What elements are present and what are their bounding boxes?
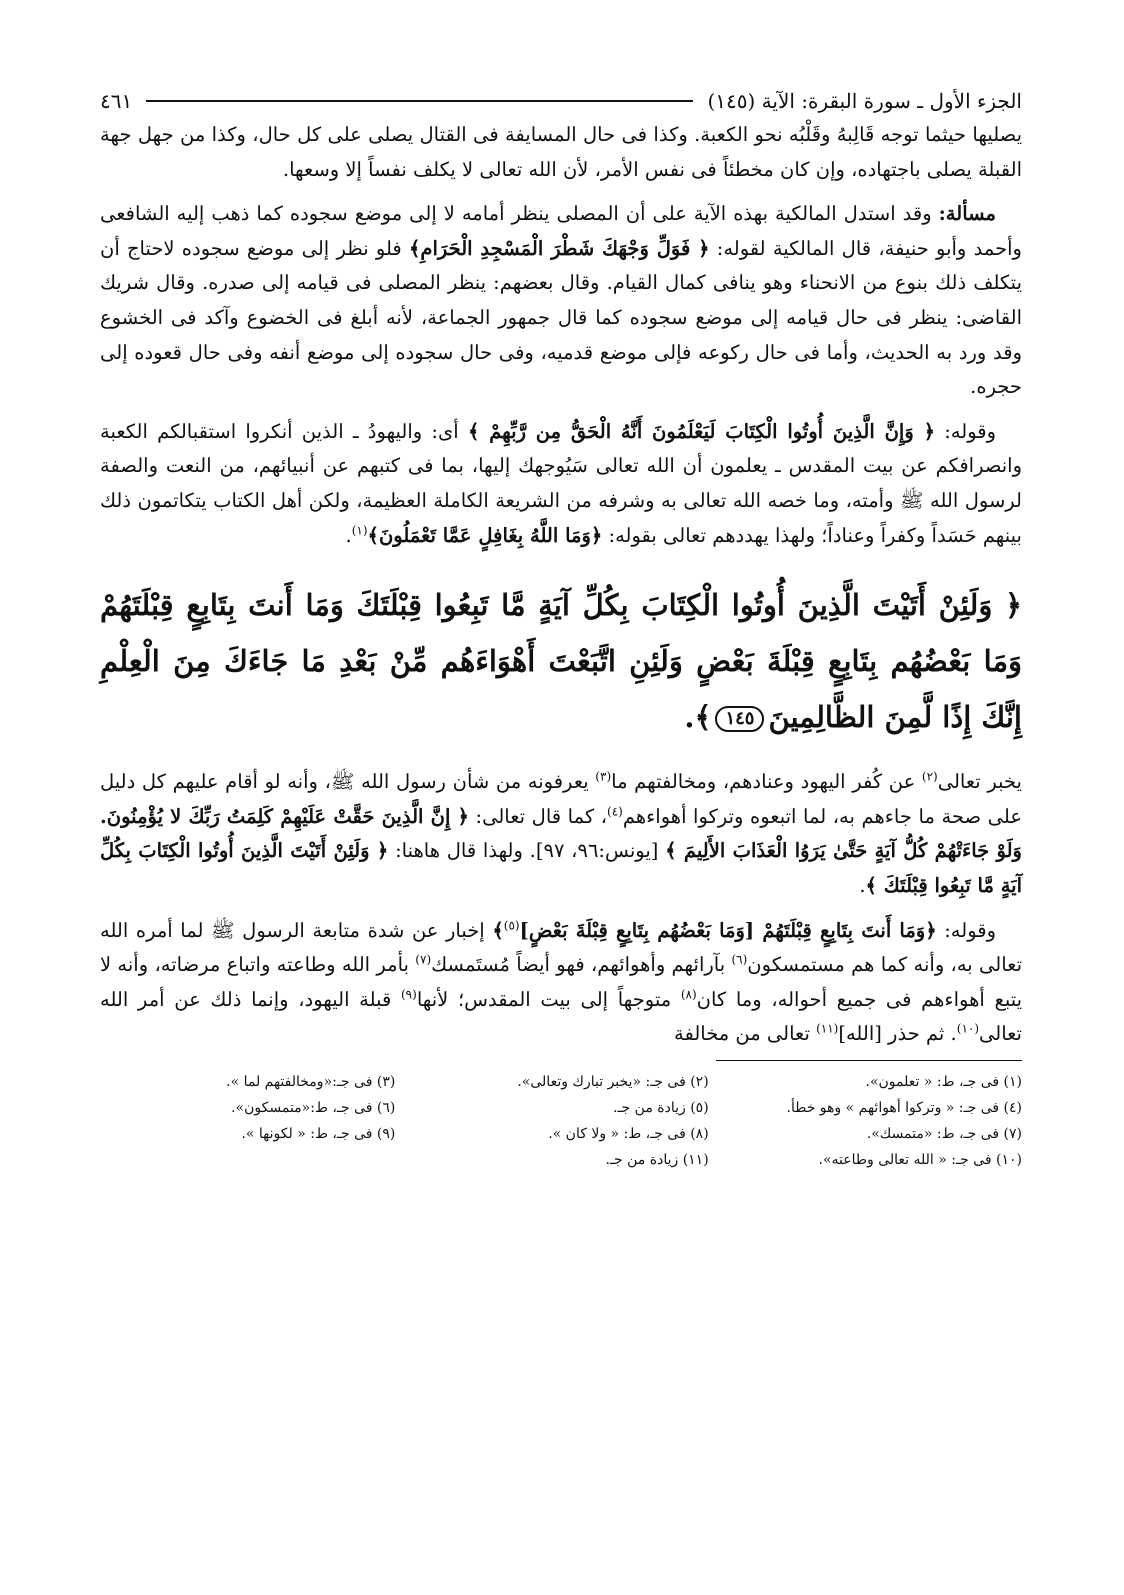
text: متوجهاً إلى بيت المقدس؛ لأنها	[416, 987, 672, 1011]
footnote-ref: (٥)	[503, 918, 520, 932]
text: إخبار عن شدة متابعة الرسول ﷺ لما أمره الله تعالى به، وأنه كما هم مستمسكون	[100, 918, 1023, 977]
text: يخبر تعالى	[937, 770, 1022, 794]
footnote-3: (٣) فى جـ:«ومخالفتهم لما ».	[226, 1073, 396, 1090]
text: بآرائهم وأهوائهم، فهو أيضاً مُستَمسك	[431, 953, 726, 977]
footnote-ref: (١)	[351, 523, 368, 538]
text: [يونس:٩٦، ٩٧]. ولهذا قال هاهنا:	[395, 839, 659, 863]
footnote-1: (١) فى جـ، ط: « تعلمون».	[865, 1073, 1022, 1090]
footnote-7: (٧) فى جـ، ط: «متمسك».	[866, 1125, 1022, 1142]
footnote-4: (٤) فى جـ: « وتركوا أهوائهم » وهو خطأ.	[786, 1099, 1022, 1116]
verse-number-badge: ١٤٥	[715, 706, 764, 732]
footnote-ref: (٨)	[680, 987, 697, 1002]
text: عن كُفر اليهود وعنادهم، ومخالفتهم ما	[611, 770, 916, 794]
footnote-ref: (١٠)	[956, 1021, 980, 1036]
verse-end: ﴾.	[684, 700, 712, 735]
quran-quote: ﴿ فَوَلِّ وَجْهَكَ شَطْرَ الْمَسْجِدِ الْحَرَامِ﴾	[408, 236, 710, 260]
footnote-6: (٦) فى جـ، ط:«متمسكون».	[231, 1099, 396, 1116]
quran-quote: ﴿وَمَا أَنتَ بِتَابِعٍ قِبْلَتَهُمْ [وَمَا بَعْضُهُم بِتَابِعٍ قِبْلَةَ بَعْضٍ]	[519, 918, 937, 942]
footnote-ref: (٣)	[595, 769, 612, 784]
footnote-separator	[716, 1060, 1022, 1061]
quran-quote: ﴾	[492, 918, 504, 942]
header-rule	[146, 100, 693, 102]
page	[100, 84, 1022, 1173]
verse-block	[100, 577, 1022, 745]
quran-quote: ﴿وَمَا اللَّهُ بِغَافِلٍ عَمَّا تَعْمَلُونَ﴾	[367, 523, 603, 547]
text: وقوله:	[944, 918, 997, 942]
text: قبلة اليهود، وإنما ذلك عن أمر الله تعالى	[100, 987, 1022, 1046]
text: بأمر الله وطاعته واتباع مرضاته، وأنه لا يتبع أهواءهم فى جميع أحواله، وما كان	[100, 953, 1023, 1011]
footnote-ref: (٩)	[400, 987, 417, 1002]
paragraph-2-text-b: فلو نظر إلى موضع سجوده لاحتاج أن يتكلف ذلك بنوع من الانحناء وهو ينافى كمال القيام. وقال بعضهم: ينظر المصلى فى قيامه إلى صدره. وقال شريك القاضى: ينظر فى حال قيامه إلى موضع سجوده كما قال جمهور الجماعة، لأنه أبلغ فى الخضوع وآكد فى الخشوع وقد ورد به الحديث، وأما فى حال ركوعه فإلى موضع قدميه، وفى حال سجوده إلى موضع أنفه وفى حال قعوده إلى حجره.	[100, 236, 1022, 399]
paragraph-3: وقوله: ﴿ وَإِنَّ الَّذِينَ أُوتُوا الْكِتَابَ لَيَعْلَمُونَ أَنَّهُ الْحَقُّ مِن رَّبِّهِمْ ﴾ أى: واليهودُ ـ الذين أنكروا استقبالكم الكعبة وانصرافكم عن بيت المقدس ـ يعلمون أن الله تعالى سَيُوجهك إليها، بما فى كتبهم عن أنبيائهم، من النعت والصفة لرسول الله ﷺ وأمته، وما خصه الله تعالى به وشرفه من الشريعة الكاملة العظيمة، ولكن أهل الكتاب يتكاتمون ذلك بينهم حَسَداً وكفراً وعناداً؛ ولهذا يهددهم تعالى بقوله: ﴿وَمَا اللَّهُ بِغَافِلٍ عَمَّا تَعْمَلُونَ﴾$^{(١)}$.	[100, 419, 1022, 547]
running-title: الجزء الأول ـ سورة البقرة: الآية (١٤٥)	[707, 89, 1022, 113]
text: ، كما قال تعالى:	[475, 804, 608, 828]
footnote-2: (٢) فى جـ: «يخبر تبارك وتعالى».	[517, 1073, 709, 1090]
paragraph-2-text-a: وقد استدل المالكية بهذه الآية على أن المصلى ينظر أمامه لا إلى موضع سجوده كما ذهب إليه الشافعى وأحمد وأبو حنيفة، قال المالكية لقوله:	[100, 202, 1022, 260]
quran-quote: ﴿ وَإِنَّ الَّذِينَ أُوتُوا الْكِتَابَ لَيَعْلَمُونَ أَنَّهُ الْحَقُّ مِن رَّبِّهِمْ ﴾	[467, 419, 935, 443]
page-number: ٤٦١	[100, 89, 133, 113]
page-header	[100, 84, 1022, 118]
text: . ثم حذر [الله]	[838, 1022, 957, 1046]
issue-label: مسألة:	[938, 202, 996, 226]
footnote-5: (٥) زيادة من جـ.	[613, 1099, 709, 1116]
quran-quote: ﴿ إِنَّ الَّذِينَ حَقَّتْ عَلَيْهِمْ كَلِمَتُ رَبِّكَ لا يُؤْمِنُونَ. وَلَوْ جَاءَتْهُمْ كُلُّ آيَةٍ حَتَّىٰ يَرَوُا الْعَذَابَ الأَلِيمَ ﴾	[100, 804, 1022, 863]
footnote-9: (٩) فى جـ، ط: « لكونها ».	[241, 1125, 396, 1142]
footnote-10: (١٠) فى جـ: « الله تعالى وطاعته».	[818, 1151, 1022, 1168]
text: .	[859, 873, 866, 897]
footnote-ref: (٦)	[731, 952, 748, 967]
footnote-ref: (٤)	[607, 804, 623, 819]
footnote-8: (٨) فى جـ، ط: « ولا كان ».	[548, 1125, 709, 1142]
footnote-ref: (١١)	[816, 1021, 839, 1036]
paragraph-3-text: أى: واليهودُ ـ الذين أنكروا استقبالكم الكعبة وانصرافكم عن بيت المقدس ـ يعلمون أن الله تعالى سَيُوجهك إليها، بما فى كتبهم عن أنبيائهم، من النعت والصفة لرسول الله ﷺ وأمته، وما خصه الله تعالى به وشرفه من الشريعة الكاملة العظيمة، ولكن أهل الكتاب يتكاتمون ذلك بينهم حَسَداً وكفراً وعناداً؛ ولهذا يهددهم تعالى بقوله:	[100, 419, 1022, 547]
text: تعالى من مخالفة	[674, 1022, 810, 1046]
footnote-ref: (٧)	[415, 952, 432, 967]
paragraph-5	[100, 914, 1022, 1052]
footnotes	[100, 1069, 1022, 1173]
verse-text: ﴿ وَلَئِنْ أَتَيْتَ الَّذِينَ أُوتُوا الْكِتَابَ بِكُلِّ آيَةٍ مَّا تَبِعُوا قِبْلَتَكَ وَمَا أَنتَ بِتَابِعٍ قِبْلَتَهُمْ وَمَا بَعْضُهُم بِتَابِعٍ قِبْلَةَ بَعْضٍ وَلَئِنِ اتَّبَعْتَ أَهْوَاءَهُم مِّنْ بَعْدِ مَا جَاءَكَ مِنَ الْعِلْمِ إِنَّكَ إِذًا لَّمِنَ الظَّالِمِينَ	[100, 588, 1022, 735]
footnote-ref: (٢)	[921, 769, 938, 784]
paragraph-4	[100, 765, 1022, 903]
paragraph-3-lead: وقوله:	[944, 419, 997, 443]
paragraph-2	[100, 197, 1022, 405]
quran-quote: ﴿ وَلَئِنْ أَتَيْتَ الَّذِينَ أُوتُوا الْكِتَابَ بِكُلِّ آيَةٍ مَّا تَبِعُوا قِبْلَتَكَ ﴾	[100, 839, 1022, 897]
text: يعرفونه من شأن رسول الله ﷺ، وأنه لو أقام عليهم كل دليل على صحة ما جاءهم به، لما اتبعوه وتركوا أهواءهم	[100, 770, 1022, 828]
paragraph-1: يصليها حيثما توجه قَالِبهُ وقَلْبُه نحو الكعبة. وكذا فى حال المسايفة فى القتال يصلى على كل حال، وكذا من جهل جهة القبلة يصلى باجتهاده، وإن كان مخطئاً فى نفس الأمر، لأن الله تعالى لا يكلف نفساً إلا وسعها.	[100, 123, 1022, 181]
footnote-11: (١١) زيادة من جـ.	[605, 1151, 709, 1168]
